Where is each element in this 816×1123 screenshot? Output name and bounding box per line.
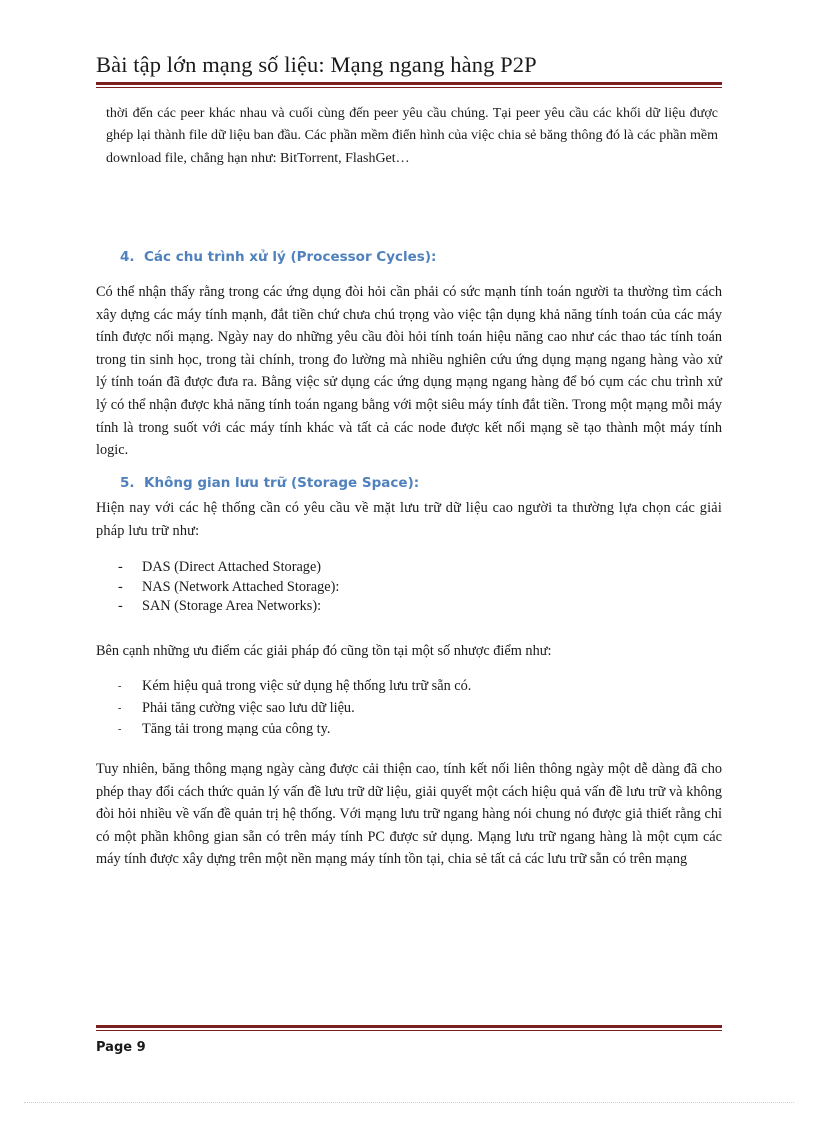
bullet-dash: -: [118, 681, 122, 692]
header-rule-thick: [96, 82, 722, 85]
list-item: [118, 719, 471, 741]
list-item: [118, 676, 471, 698]
section-4-heading: [120, 249, 436, 265]
bullet-dash: -: [118, 578, 123, 595]
list-item-text: Kém hiệu quả trong việc sử dụng hệ thống lưu trữ sẵn có.: [142, 678, 472, 694]
section-4-number: 4.: [120, 249, 135, 265]
section-5-number: 5.: [120, 475, 135, 491]
bullet-dash: -: [118, 724, 122, 735]
page-footer: [96, 1025, 722, 1055]
list-item: [118, 698, 471, 720]
footer-rule-thin: [96, 1030, 722, 1031]
page-border: [24, 1102, 794, 1103]
drawbacks-intro: Bên cạnh những ưu điểm các giải pháp đó cũng tồn tại một số nhược điểm như:: [96, 643, 552, 659]
drawbacks-list: [118, 676, 471, 741]
page-header: [96, 50, 722, 88]
section-5-heading: [120, 475, 419, 491]
intro-paragraph: thời đến các peer khác nhau và cuối cùng đến peer yêu cầu chúng. Tại peer yêu cầu các khối dữ liệu được ghép lại thành file dữ liệu ban đầu. Các phần mềm điển hình của việc chia sẻ băng thông đó là các phần mềm download file, chẳng hạn như: BitTorrent, FlashGet…: [106, 106, 718, 166]
section-5-paragraph: Hiện nay với các hệ thống cần có yêu cầu về mặt lưu trữ dữ liệu cao người ta thường lựa chọn các giải pháp lưu trữ như:: [96, 500, 722, 539]
list-item: [118, 558, 339, 578]
list-item-text: SAN (Storage Area Networks):: [142, 598, 322, 614]
list-item: [118, 578, 339, 598]
header-rule-thin: [96, 87, 722, 88]
list-item-text: Phải tăng cường việc sao lưu dữ liệu.: [142, 699, 355, 716]
section-4-paragraph: Có thể nhận thấy rằng trong các ứng dụng đòi hỏi cần phải có sức mạnh tính toán người ta thường tìm cách xây dựng các máy tính mạnh, đắt tiền chứ chưa chú trọng vào việc tận dụng khả năng tính toán của các máy tính được nối mạng. Ngày nay do những yêu cầu đòi hỏi tính toán hiệu năng cao như các thao tác tính toán trong tin sinh học, trong tài chính, trong đo lường mà nhiều nghiên cứu ứng dụng mạng ngang hàng vào xử lý tính toán đã được đưa ra. Bằng việc sử dụng các ứng dụng mạng ngang hàng để bó cụm các chu trình xử lý có thể nhận được khả năng tính toán ngang bằng với một siêu máy tính đắt tiền. Trong một mạng mỗi máy tính là trong suốt với các máy tính khác và tất cả các node được kết nối mạng sẽ tạo thành một máy tính logic.: [96, 284, 722, 459]
list-item: [118, 597, 339, 617]
list-item-text: Tăng tải trong mạng của công ty.: [142, 721, 331, 737]
storage-solutions-list: [118, 558, 339, 617]
document-title: Bài tập lớn mạng số liệu: Mạng ngang hàng P2P: [96, 52, 537, 77]
footer-rule-thick: [96, 1025, 722, 1028]
bullet-dash: -: [118, 559, 123, 575]
section-5-title: Không gian lưu trữ (Storage Space):: [144, 475, 420, 491]
page-number: Page 9: [96, 1040, 146, 1055]
section-4-title: Các chu trình xử lý (Processor Cycles):: [144, 249, 437, 265]
bullet-dash: -: [118, 598, 123, 614]
list-item-text: DAS (Direct Attached Storage): [142, 559, 322, 575]
list-item-text: NAS (Network Attached Storage):: [142, 578, 340, 595]
bullet-dash: -: [118, 702, 122, 714]
final-paragraph: Tuy nhiên, băng thông mạng ngày càng được cải thiện cao, tính kết nối liên thông ngày một dễ dàng đã cho phép thay đổi cách thức quản lý vấn đề lưu trữ dữ liệu, giải quyết một cách hiệu quả vấn đề lưu trữ và không đòi hỏi nhiều về vấn đề quản trị hệ thống. Với mạng lưu trữ ngang hàng nói chung nó được giả thiết rằng chỉ có một phần không gian sẵn có trên máy tính PC được sử dụng. Mạng lưu trữ ngang hàng là một cụm các máy tính được xây dựng trên một nền mạng máy tính tồn tại, chia sẻ tất cả các lưu trữ sẵn có trên mạng: [96, 761, 722, 868]
